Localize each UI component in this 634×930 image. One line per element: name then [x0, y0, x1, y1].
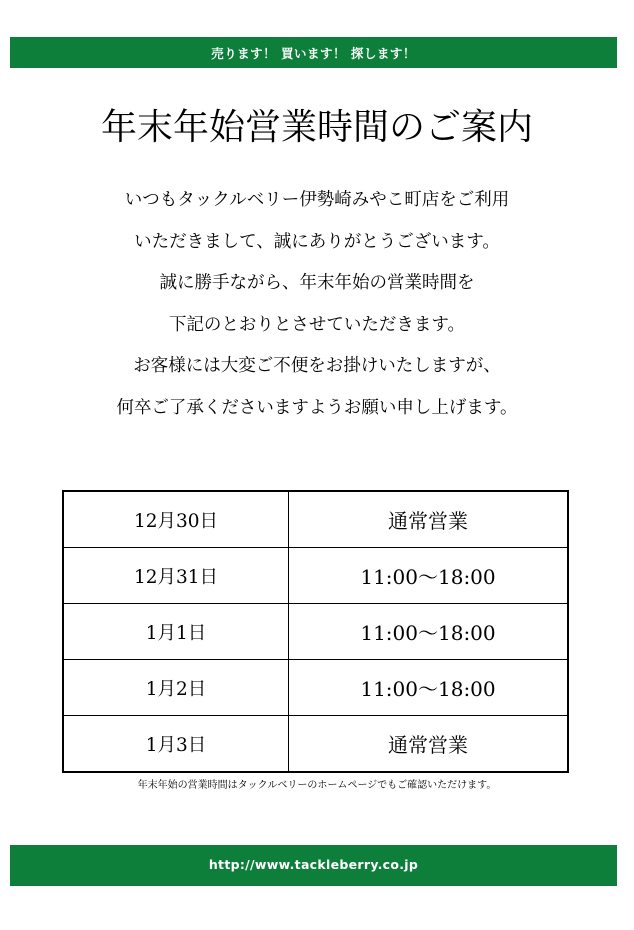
greeting-message	[0, 180, 634, 429]
hours-cell: 通常営業	[289, 491, 569, 548]
tagline: 売ります！ 買います！ 探します！	[211, 46, 416, 61]
hours-cell: 通常営業	[289, 716, 569, 773]
top-banner	[10, 37, 617, 68]
message-line: いつもタックルベリー伊勢崎みやこ町店をご利用	[124, 190, 510, 210]
message-line: 誠に勝手ながら、年末年始の営業時間を	[159, 273, 475, 293]
footnote: 年末年始の営業時間はタックルベリーのホームページでもご確認いただけます。	[137, 780, 497, 791]
message-line: お客様には大変ご不便をお掛けいたしますが、	[133, 356, 501, 376]
table-row	[63, 604, 568, 660]
table-row	[63, 660, 568, 716]
hours-cell: 11:00〜18:00	[289, 548, 569, 604]
date-cell: 1月3日	[63, 716, 289, 773]
table-row	[63, 491, 568, 548]
bottom-banner	[10, 845, 617, 886]
date-cell: 12月31日	[63, 548, 289, 604]
date-cell: 1月2日	[63, 660, 289, 716]
message-line: いただきまして、誠にありがとうございます。	[134, 231, 500, 252]
hours-cell: 11:00〜18:00	[289, 660, 569, 716]
date-cell: 12月30日	[63, 491, 289, 548]
message-line: 何卒ご了承くださいますようお願い申し上げます。	[116, 397, 518, 418]
hours-cell: 11:00〜18:00	[289, 604, 569, 660]
table-row	[63, 716, 568, 773]
date-cell: 1月1日	[63, 604, 289, 660]
website-link[interactable]: http://www.tackleberry.co.jp	[208, 857, 419, 872]
table-row	[63, 548, 568, 604]
holiday-hours-table	[62, 490, 569, 773]
message-line: 下記のとおりとさせていただきます。	[168, 314, 466, 335]
page-title: 年末年始営業時間のご案内	[100, 107, 533, 148]
